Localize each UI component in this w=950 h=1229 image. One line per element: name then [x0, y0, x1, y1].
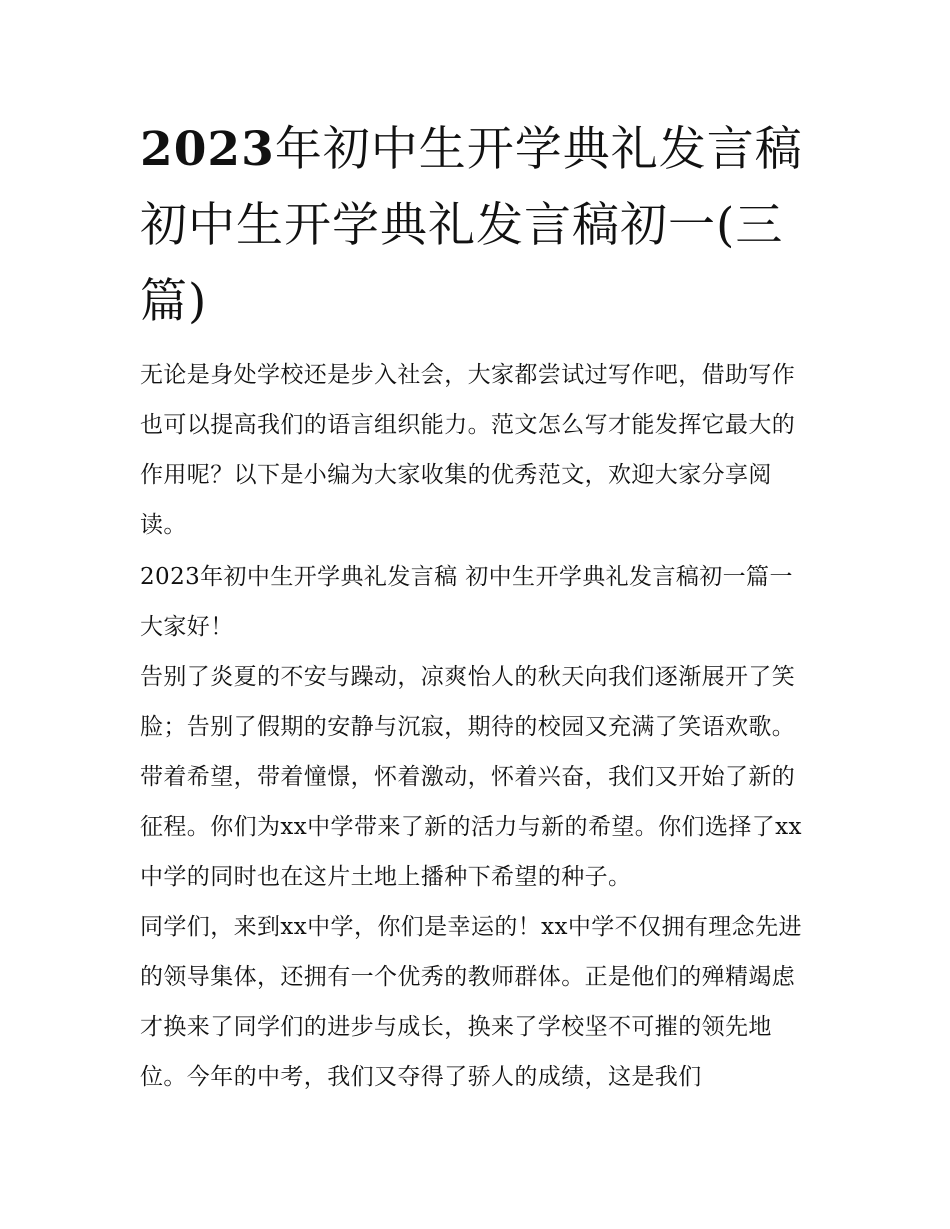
section-heading-paragraph: 2023年初中生开学典礼发言稿 初中生开学典礼发言稿初一篇一 大家好！ [140, 564, 793, 640]
body-paragraph: 告别了炎夏的不安与躁动，凉爽怡人的秋天向我们逐渐展开了笑脸；告别了假期的安静与沉寂，期待的校园又充满了笑语欢歌。带着希望，带着憧憬，怀着激动，怀着兴奋，我们又开始了新的征程。你们为xx中学带来了新的活力与新的希望。你们选择了xx中学的同时也在这片土地上播种下希望的种子。 [140, 664, 802, 890]
title-text: 年初中生开学典礼发言稿初中生开学典礼发言稿初一(三篇) [140, 122, 803, 329]
intro-paragraph: 无论是身处学校还是步入社会，大家都尝试过写作吧，借助写作也可以提高我们的语言组织能力。范文怎么写才能发挥它最大的作用呢？以下是小编为大家收集的优秀范文，欢迎大家分享阅读。 [140, 362, 796, 538]
body-paragraph: 同学们，来到xx中学，你们是幸运的！xx中学不仅拥有理念先进的领导集体，还拥有一个优秀的教师群体。正是他们的殚精竭虑才换来了同学们的进步与成长，换来了学校坚不可摧的领先地位。今年的中考，我们又夺得了骄人的成绩，这是我们 [140, 914, 802, 1090]
title-year: 2023 [140, 122, 275, 177]
document-title [140, 112, 812, 340]
document-page [140, 112, 812, 1102]
